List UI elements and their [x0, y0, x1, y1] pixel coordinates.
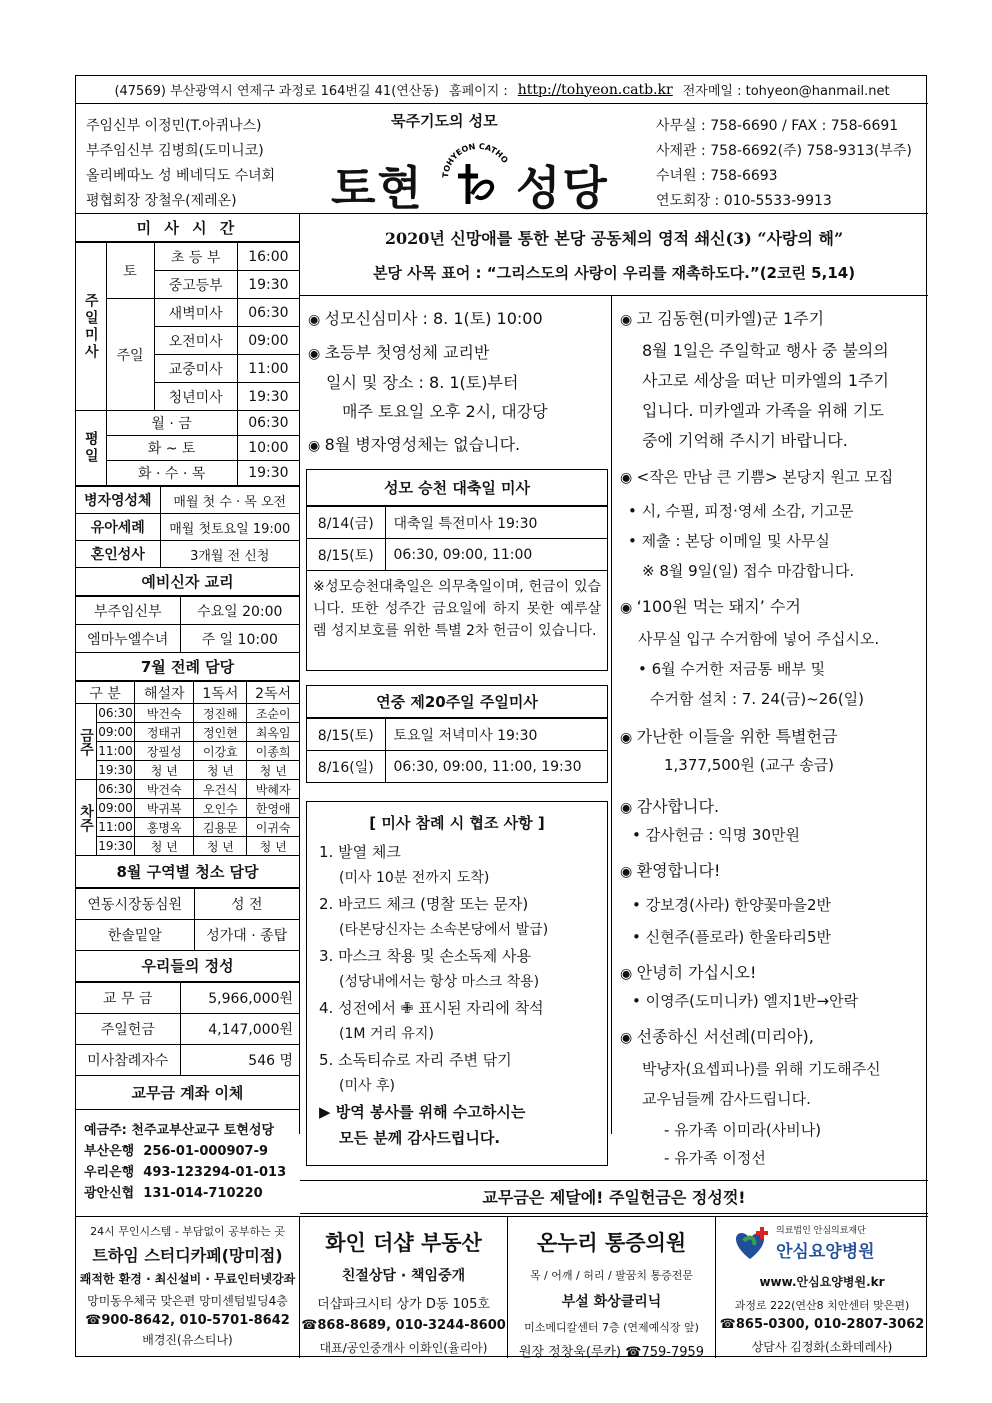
- bulletin-items: • 시, 수필, 피정·영세 소감, 기고문 • 제출 : 본당 이메일 및 사무실 ※ 8월 9일(일) 접수 마감합니다.: [628, 502, 855, 580]
- mary-mass-notice: ◉ 성모신심미사 : 8. 1(토) 10:00: [308, 306, 543, 329]
- liturgy-cell: 이귀숙: [247, 818, 299, 837]
- offering-value: 546 명: [180, 1045, 299, 1076]
- ad-real-estate: 화인 더샵 부동산 친절상담 · 책임중개 더샵파크시티 상가 D동 105호 ☎868-8689, 010-3244-8600 대표/공인중개사 이화인(율리아): [300, 1216, 508, 1358]
- liturgy-cell: 홍명옥: [135, 818, 194, 837]
- memorial-text: 8월 1일은 주일학교 행사 중 불의의 사고로 세상을 떠난 미카엘의 1주기 입니다. 미카엘과 가족을 위해 기도 중에 기억해 주시기 바랍니다.: [642, 341, 889, 450]
- liturgy-cell: 김용문: [194, 818, 247, 837]
- church-name-a: 토현: [331, 161, 424, 215]
- mass-row-time: 19:30: [237, 383, 299, 411]
- hospital-logo-icon: [730, 1225, 770, 1265]
- assumption-time: 06:30, 09:00, 11:00: [385, 539, 607, 571]
- account-holder: 예금주: 천주교부산교구 토현성당: [84, 1123, 275, 1138]
- cooperation-item: 4. 성전에서 ✙ 표시된 자리에 착석: [319, 999, 544, 1017]
- sacrament-detail: 3개월 전 신청: [160, 541, 299, 568]
- liturgy-cell: 장필성: [135, 742, 194, 761]
- church-seal-icon: [436, 134, 516, 214]
- account-title: 교무금 계좌 이체: [76, 1076, 299, 1110]
- poor-offering-notice: ◉ 가난한 이들을 위한 특별헌금: [620, 724, 837, 747]
- mass-row-time: 09:00: [237, 327, 299, 355]
- ad-pain-clinic: 온누리 통증의원 목 / 어깨 / 허리 / 팔꿈치 통증전문 부설 화상클리닉 미소메디칼센터 7층 (연제예식장 앞) 원장 정창욱(루카) ☎759-7959: [508, 1216, 716, 1358]
- catechumen-teacher: 엠마누엘수녀: [76, 625, 180, 653]
- cooperation-item: 1. 발열 체크: [319, 843, 401, 861]
- church-name-b: 성당: [516, 161, 609, 215]
- sunday-mass-label: 주일미사: [76, 243, 106, 411]
- sunday-label: 주일: [106, 299, 154, 411]
- assumption-date: 8/15(토): [307, 539, 385, 571]
- liturgy-header: 2독서: [247, 682, 299, 704]
- first-communion-detail: 매주 토요일 오후 2시, 대강당: [342, 402, 548, 421]
- catechumen-table: [76, 596, 299, 653]
- offering-table: [76, 982, 299, 1076]
- cooperation-note: (미사 후): [339, 1078, 395, 1094]
- sacrament-detail: 매월 첫 수 · 목 오전: [160, 487, 299, 514]
- cleaning-table: [76, 888, 299, 951]
- account-row: 우리은행 493-123294-01-013: [84, 1165, 287, 1180]
- liturgy-time: 11:00: [97, 818, 135, 837]
- liturgy-cell: 오인수: [194, 799, 247, 818]
- mass-row-name: 청년미사: [154, 383, 237, 411]
- liturgy-header: 구 분: [76, 682, 135, 704]
- mass-row-name: 오전미사: [154, 327, 237, 355]
- cooperation-box: [306, 801, 608, 1166]
- liturgy-cell: 청 년: [194, 837, 247, 856]
- contact-list: [656, 114, 912, 214]
- cleaning-area: 성가대 · 종탑: [194, 920, 299, 951]
- liturgy-cell: 한영애: [247, 799, 299, 818]
- liturgy-cell: 박건숙: [135, 704, 194, 723]
- ordinary-time: 토요일 저녁미사 19:30: [385, 719, 607, 751]
- masthead: [76, 104, 928, 214]
- address: (47569) 부산광역시 연제구 과정로 164번길 41(연산동): [114, 84, 440, 99]
- staff-council: 평협회장 장철우(제레온): [86, 193, 237, 209]
- thanks-notice: ◉ 감사합니다.: [620, 794, 719, 817]
- offering-label: 교 무 금: [76, 983, 180, 1014]
- staff-list: [86, 114, 275, 214]
- liturgy-cell: 청 년: [194, 761, 247, 780]
- liturgy-cell: 정인현: [194, 723, 247, 742]
- cooperation-note: (타본당신자는 소속본당에서 발급): [339, 922, 549, 938]
- mass-times-table: [76, 242, 299, 486]
- offering-label: 주일헌금: [76, 1014, 180, 1045]
- account-row: 부산은행 256-01-000907-9: [84, 1144, 269, 1159]
- farewell-item: • 이영주(도미니카) 엘지1반→안락: [632, 992, 859, 1010]
- mass-times-title: 미 사 시 간: [76, 214, 299, 242]
- cooperation-item: 2. 바코드 체크 (명찰 또는 문자): [319, 895, 529, 913]
- sacrament-table: [76, 486, 299, 568]
- liturgy-time: 19:30: [97, 837, 135, 856]
- bulletin-page: [75, 75, 927, 1360]
- cooperation-thanks: ▶ 방역 봉사를 위해 수고하시는: [319, 1103, 526, 1121]
- liturgy-group-label: 금주: [76, 704, 97, 780]
- ordinary-title: 연중 제20주일 주일미사: [307, 686, 607, 718]
- liturgy-group-label: 차주: [76, 780, 97, 856]
- first-communion-detail: 일시 및 장소 : 8. 1(토)부터: [326, 373, 519, 392]
- welcome-notice: ◉ 환영합니다!: [620, 858, 720, 881]
- mass-row-name: 초 등 부: [154, 243, 237, 271]
- cooperation-list: [307, 833, 607, 1151]
- contact-rectory: 사제관 : 758-6692(주) 758-9313(부주): [656, 143, 912, 159]
- condolence-text: 박냥자(요셉피나)를 위해 기도해주신 교우님들께 감사드립니다.: [642, 1060, 881, 1108]
- liturgy-cell: 박귀복: [135, 799, 194, 818]
- liturgy-cell: 우건식: [194, 780, 247, 799]
- ordinary-date: 8/16(일): [307, 751, 385, 783]
- liturgy-cell: 박혜자: [247, 780, 299, 799]
- weekday-row-time: 10:00: [237, 436, 299, 461]
- ordinary-table: [307, 718, 607, 783]
- ordinary-sunday-box: [306, 685, 608, 783]
- ad-hospital: 의료법인 안심의료재단 안심요양병원 www.안심요양병원.kr 과정로 222(연산8 치안센터 맞은편) ☎865-0300, 010-2807-3062 상담사 김정화(소화데레사): [716, 1216, 928, 1358]
- cleaning-zone: 연동시장동심원: [76, 889, 194, 920]
- staff-pastor: 주임신부 이정민(T.아퀴나스): [86, 118, 262, 134]
- liturgy-cell: 청 년: [135, 837, 194, 856]
- assumption-title: 성모 승천 대축일 미사: [307, 470, 607, 506]
- homepage-label: 홈페이지 :: [449, 84, 508, 99]
- account-info: [76, 1110, 299, 1214]
- liturgy-cell: 박건숙: [135, 780, 194, 799]
- catechumen-title: 예비신자 교리: [76, 568, 299, 596]
- theme-banner: [300, 214, 928, 296]
- theme-line-2: 본당 사목 표어 : “그리스도의 사랑이 우리를 재촉하도다.”(2코린 5,14): [372, 264, 856, 282]
- staff-sisters: 올리베따노 성 베네딕도 수녀회: [86, 168, 276, 184]
- contact-office: 사무실 : 758-6690 / FAX : 758-6691: [656, 118, 899, 134]
- liturgy-header: 해설자: [135, 682, 194, 704]
- liturgy-cell: 이종희: [247, 742, 299, 761]
- mass-row-time: 16:00: [237, 243, 299, 271]
- mass-row-name: 새벽미사: [154, 299, 237, 327]
- assumption-time: 대축일 특전미사 19:30: [385, 507, 607, 539]
- condolence-family: - 유가족 이미라(사비나) - 유가족 이정선: [664, 1121, 822, 1167]
- welcome-items: • 강보경(사라) 한양꽃마을2반 • 신현주(플로라) 한울타리5반: [632, 896, 832, 946]
- sacrament-detail: 매월 첫토요일 19:00: [160, 514, 299, 541]
- contact-convent: 수녀원 : 758-6693: [656, 168, 778, 184]
- cleaning-zone: 한솔밑알: [76, 920, 194, 951]
- mass-row-name: 중고등부: [154, 271, 237, 299]
- liturgy-table: [76, 681, 299, 856]
- cooperation-item: 3. 마스크 착용 및 손소독제 사용: [319, 947, 532, 965]
- liturgy-cell: 정태귀: [135, 723, 194, 742]
- mass-row-time: 19:30: [237, 271, 299, 299]
- cooperation-note: (성당내에서는 항상 마스크 착용): [339, 974, 540, 990]
- weekday-row-name: 월 · 금: [106, 411, 237, 436]
- ordinary-date: 8/15(토): [307, 719, 385, 751]
- coin-bank-notice: ◉ ‘100원 먹는 돼지’ 수거: [620, 594, 801, 617]
- assumption-table: [307, 506, 607, 571]
- offering-value: 4,147,000원: [180, 1014, 299, 1045]
- offering-label: 미사참례자수: [76, 1045, 180, 1076]
- catechumen-time: 수요일 20:00: [180, 597, 299, 625]
- theme-line-1: 2020년 신망애를 통한 본당 공동체의 영적 쇄신(3) “사랑의 해”: [384, 229, 844, 248]
- weekday-row-name: 화 ~ 토: [106, 436, 237, 461]
- sick-communion-notice: ◉ 8월 병자영성체는 없습니다.: [308, 432, 520, 455]
- coin-bank-items: 사무실 입구 수거함에 넣어 주십시오. • 6월 수거한 저금통 배부 및 수거함 설치 : 7. 24(금)~26(일): [638, 630, 880, 708]
- first-communion-notice: ◉ 초등부 첫영성체 교리반: [308, 340, 489, 363]
- cleaning-area: 성 전: [194, 889, 299, 920]
- sacrament-name: 병자영성체: [76, 487, 160, 514]
- farewell-notice: ◉ 안녕히 가십시오!: [620, 960, 756, 983]
- mass-row-time: 11:00: [237, 355, 299, 383]
- assumption-date: 8/14(금): [307, 507, 385, 539]
- email: 전자메일 : tohyeon@hanmail.net: [682, 84, 890, 99]
- liturgy-time: 06:30: [97, 780, 135, 799]
- offering-value: 5,966,000원: [180, 983, 299, 1014]
- address-bar: [76, 76, 928, 104]
- thanks-item: • 감사헌금 : 익명 30만원: [632, 826, 800, 844]
- ad-study-cafe: 24시 무인시스템 - 부담없이 공부하는 곳 트하임 스터디카페(망미점) 쾌적한 환경 · 최신설비 · 무료인터넷강좌 망미동우체국 맞은편 망미센텀빌딩4층 ☎900-8642, 010-5701-8642 배경진(유스티나): [76, 1216, 300, 1358]
- liturgy-cell: 청 년: [135, 761, 194, 780]
- mass-row-time: 06:30: [237, 299, 299, 327]
- bulletin-notice: ◉ <작은 만남 큰 기쁨> 본당지 원고 모집: [620, 466, 893, 487]
- liturgy-cell: 최옥임: [247, 723, 299, 742]
- liturgy-time: 11:00: [97, 742, 135, 761]
- liturgy-time: 06:30: [97, 704, 135, 723]
- catechumen-teacher: 부주임신부: [76, 597, 180, 625]
- right-column: [612, 296, 928, 1134]
- poor-offering-amount: 1,377,500원 (교구 송금): [664, 756, 835, 774]
- sacrament-name: 혼인성사: [76, 541, 160, 568]
- cooperation-note: (1M 거리 유지): [339, 1026, 434, 1042]
- liturgy-header: 1독서: [194, 682, 247, 704]
- cooperation-note: (미사 10분 전까지 도착): [339, 870, 490, 886]
- saturday-label: 토: [106, 243, 154, 299]
- ordinary-time: 06:30, 09:00, 11:00, 19:30: [385, 751, 607, 783]
- cooperation-item: 5. 소독티슈로 자리 주변 닦기: [319, 1051, 512, 1069]
- offering-title: 우리들의 정성: [76, 951, 299, 982]
- staff-assistant: 부주임신부 김병희(도미니코): [86, 143, 264, 159]
- svg-text:TOHYEON CATHOLIC CHURCH: TOHYEON CATHO: [440, 141, 510, 179]
- liturgy-cell: 청 년: [247, 761, 299, 780]
- offering-slogan: 교무금은 제달에! 주일헌금은 정성껏!: [300, 1180, 928, 1214]
- cooperation-title: [ 미사 참례 시 협조 사항 ]: [369, 814, 545, 832]
- cooperation-thanks: 모든 분께 감사드립니다.: [339, 1129, 501, 1147]
- liturgy-time: 09:00: [97, 723, 135, 742]
- account-row: 광안신협 131-014-710220: [84, 1186, 263, 1201]
- liturgy-cell: 이강효: [194, 742, 247, 761]
- condolence-notice: ◉ 선종하신 서선례(미리아),: [620, 1024, 814, 1047]
- left-column: [76, 214, 300, 1201]
- liturgy-cell: 청 년: [247, 837, 299, 856]
- contact-funeral: 연도회장 : 010-5533-9913: [656, 193, 832, 209]
- weekday-row-time: 19:30: [237, 461, 299, 486]
- liturgy-cell: 조순이: [247, 704, 299, 723]
- assumption-box: [306, 469, 608, 671]
- liturgy-title: 7월 전례 담당: [76, 653, 299, 681]
- weekday-row-time: 06:30: [237, 411, 299, 436]
- weekday-mass-label: 평일: [76, 411, 106, 486]
- homepage-link[interactable]: http://tohyeon.catb.kr: [517, 81, 673, 98]
- sacrament-name: 유아세례: [76, 514, 160, 541]
- liturgy-time: 09:00: [97, 799, 135, 818]
- cleaning-title: 8월 구역별 청소 담당: [76, 856, 299, 888]
- catechumen-time: 주 일 10:00: [180, 625, 299, 653]
- assumption-note: ※성모승천대축일은 의무축일이며, 헌금이 있습니다. 또한 성주간 금요일에 하지 못한 예루살렘 성지보호를 위한 특별 2차 헌금이 있습니다.: [313, 579, 601, 639]
- middle-column: [300, 296, 612, 1147]
- weekday-row-name: 화 · 수 · 목: [106, 461, 237, 486]
- liturgy-time: 19:30: [97, 761, 135, 780]
- memorial-notice: ◉ 고 김동현(미카엘)군 1주기: [620, 306, 824, 329]
- mass-row-name: 교중미사: [154, 355, 237, 383]
- liturgy-cell: 정진해: [194, 704, 247, 723]
- patron-title: 묵주기도의 성모: [391, 112, 498, 130]
